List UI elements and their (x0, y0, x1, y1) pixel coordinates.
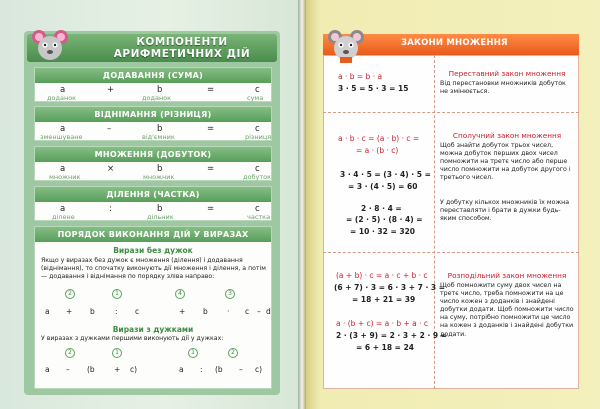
term-name: різниця (245, 133, 272, 141)
operand-a: a (60, 164, 66, 174)
expr-token: (b (215, 365, 223, 374)
expr-token: – (66, 365, 70, 374)
expr-token: c) (255, 365, 263, 374)
expr-token: c (135, 307, 140, 316)
mascot-icon (31, 28, 69, 64)
term-name: дільник (147, 213, 174, 221)
formula: a · b · c = (a · b) · c = (338, 134, 420, 143)
step-number: 2 (228, 348, 238, 358)
term-name: множник (143, 173, 175, 181)
formula: = (2 · 5) · (8 · 4) = (346, 215, 423, 224)
step-number: 1 (188, 348, 198, 358)
step-number: 2 (65, 348, 75, 358)
expr-token: a (45, 365, 50, 374)
term-name: зменшуване (40, 133, 83, 141)
term-name: добуток (243, 173, 272, 181)
formula: = 10 · 32 = 320 (350, 227, 416, 236)
operand-a: a (60, 204, 66, 214)
formula: 3 · 5 = 5 · 3 = 15 (338, 84, 409, 93)
expr-token: c) (130, 365, 138, 374)
expr-token: : (200, 365, 203, 374)
term-name: ділене (52, 213, 75, 221)
expr-token: · (227, 307, 230, 316)
step-number: 4 (175, 289, 185, 299)
multiplication-section (34, 146, 272, 181)
law-text: Щоб помножити суму двох чисел на третє число, треба помножити на це число кожен з доданків і знайдені добутки додати. Щоб помножити число на суму, потрібно помножити це число на кожен з доданків і знайдені добутки додати. (440, 282, 574, 338)
expr-token: d (266, 307, 271, 316)
law-text: Щоб знайти добуток трьох чисел, можна добуток перших двох чисел помножити на третє число або перше число помножити на добуток другого і третього чисел. (440, 142, 571, 182)
division-header: ДІЛЕННЯ (ЧАСТКА) (35, 187, 271, 202)
result-c: c (255, 124, 260, 134)
operand-b: b (157, 164, 163, 174)
equals: = (207, 204, 215, 214)
operator: + (107, 85, 115, 95)
operand-a: a (60, 85, 66, 95)
term-name: сума (247, 94, 264, 102)
book-spine (298, 0, 306, 409)
rule-no-brackets: Якщо у виразах без дужок є множення (ділення) і додавання (віднімання), то спочатку виконують дії множення і ділення, а потім — додавання і віднімання по порядку зліва направо: (41, 257, 266, 281)
result-c: c (255, 204, 260, 214)
result-c: c (255, 85, 260, 95)
expr-token: b (90, 307, 95, 316)
law-title-associative: Сполучний закон множення (452, 131, 562, 140)
table-row-divider (323, 252, 579, 253)
operand-a: a (60, 124, 66, 134)
formula: 2 · 8 · 4 = (361, 204, 402, 213)
equals: = (207, 85, 215, 95)
operator: : (109, 204, 112, 214)
term-name: доданок (142, 94, 172, 102)
addition-header: ДОДАВАННЯ (СУМА) (35, 68, 271, 83)
operator: × (107, 164, 115, 174)
expr-token: c (245, 307, 250, 316)
subtraction-section (34, 106, 272, 141)
law-text: У добутку кількох множників їх можна переставляти і брати в дужки будь-яким способом. (440, 199, 570, 223)
formula: = 18 + 21 = 39 (352, 295, 416, 304)
formula: a · (b + c) = a · b + a · c (336, 319, 429, 328)
formula: = 6 + 18 = 24 (356, 343, 415, 352)
term-name: від'ємник (142, 133, 175, 141)
formula: = a · (b · c) (356, 146, 399, 155)
result-c: c (255, 164, 260, 174)
formula: 3 · 4 · 5 = (3 · 4) · 5 = (340, 170, 431, 179)
law-title-distributive: Розподільний закон множення (447, 271, 567, 280)
expr-token: a (179, 365, 184, 374)
term-name: доданок (47, 94, 77, 102)
operand-b: b (157, 204, 163, 214)
addition-section (34, 67, 272, 102)
step-number: 1 (112, 348, 122, 358)
step-number: 2 (65, 289, 75, 299)
expr-token: + (114, 365, 121, 374)
expr-token: a (45, 307, 50, 316)
operand-b: b (157, 85, 163, 95)
order-header: ПОРЯДОК ВИКОНАННЯ ДІЙ У ВИРАЗАХ (35, 227, 271, 242)
equals: = (207, 164, 215, 174)
operand-b: b (157, 124, 163, 134)
expr-token: + (66, 307, 73, 316)
step-number: 1 (112, 289, 122, 299)
formula: 2 · (3 + 9) = 2 · 3 + 2 · 9 = (336, 331, 448, 340)
right-page-title: ЗАКОНИ МНОЖЕННЯ (401, 38, 508, 48)
expr-token: : (115, 307, 118, 316)
step-number: 3 (225, 289, 235, 299)
formula: (6 + 7) · 3 = 6 · 3 + 7 · 3 = (334, 283, 446, 292)
subtraction-header: ВІДНІМАННЯ (РІЗНИЦЯ) (35, 107, 271, 122)
expr-token: – (239, 365, 243, 374)
rule-with-brackets: У виразах з дужками першими виконують дії у дужках: (41, 335, 224, 342)
expr-token: (b (87, 365, 95, 374)
formula: = 3 · (4 · 5) = 60 (348, 182, 418, 191)
expr-token: + (179, 307, 186, 316)
law-title-commutative: Переставний закон множення (448, 69, 566, 78)
expr-token: – (257, 307, 261, 316)
table-row-divider (323, 112, 579, 113)
multiplication-header: МНОЖЕННЯ (ДОБУТОК) (35, 147, 271, 162)
equals: = (207, 124, 215, 134)
order-of-operations-section (34, 226, 272, 389)
operator: – (107, 124, 112, 134)
division-section (34, 186, 272, 221)
page-title: КОМПОНЕНТИ АРИФМЕТИЧНИХ ДІЙ (113, 36, 251, 60)
term-name: частка (247, 213, 271, 221)
law-text: Від перестановки множників добуток не змінюється. (440, 80, 566, 96)
subtitle-no-brackets: Вирази без дужок (113, 246, 193, 255)
subtitle-with-brackets: Вирази з дужками (112, 325, 194, 334)
term-name: множник (49, 173, 81, 181)
expr-token: b (203, 307, 208, 316)
formula: (a + b) · c = a · c + b · c (336, 271, 428, 280)
formula: a · b = b · a (338, 72, 383, 81)
mascot-icon (327, 28, 365, 64)
